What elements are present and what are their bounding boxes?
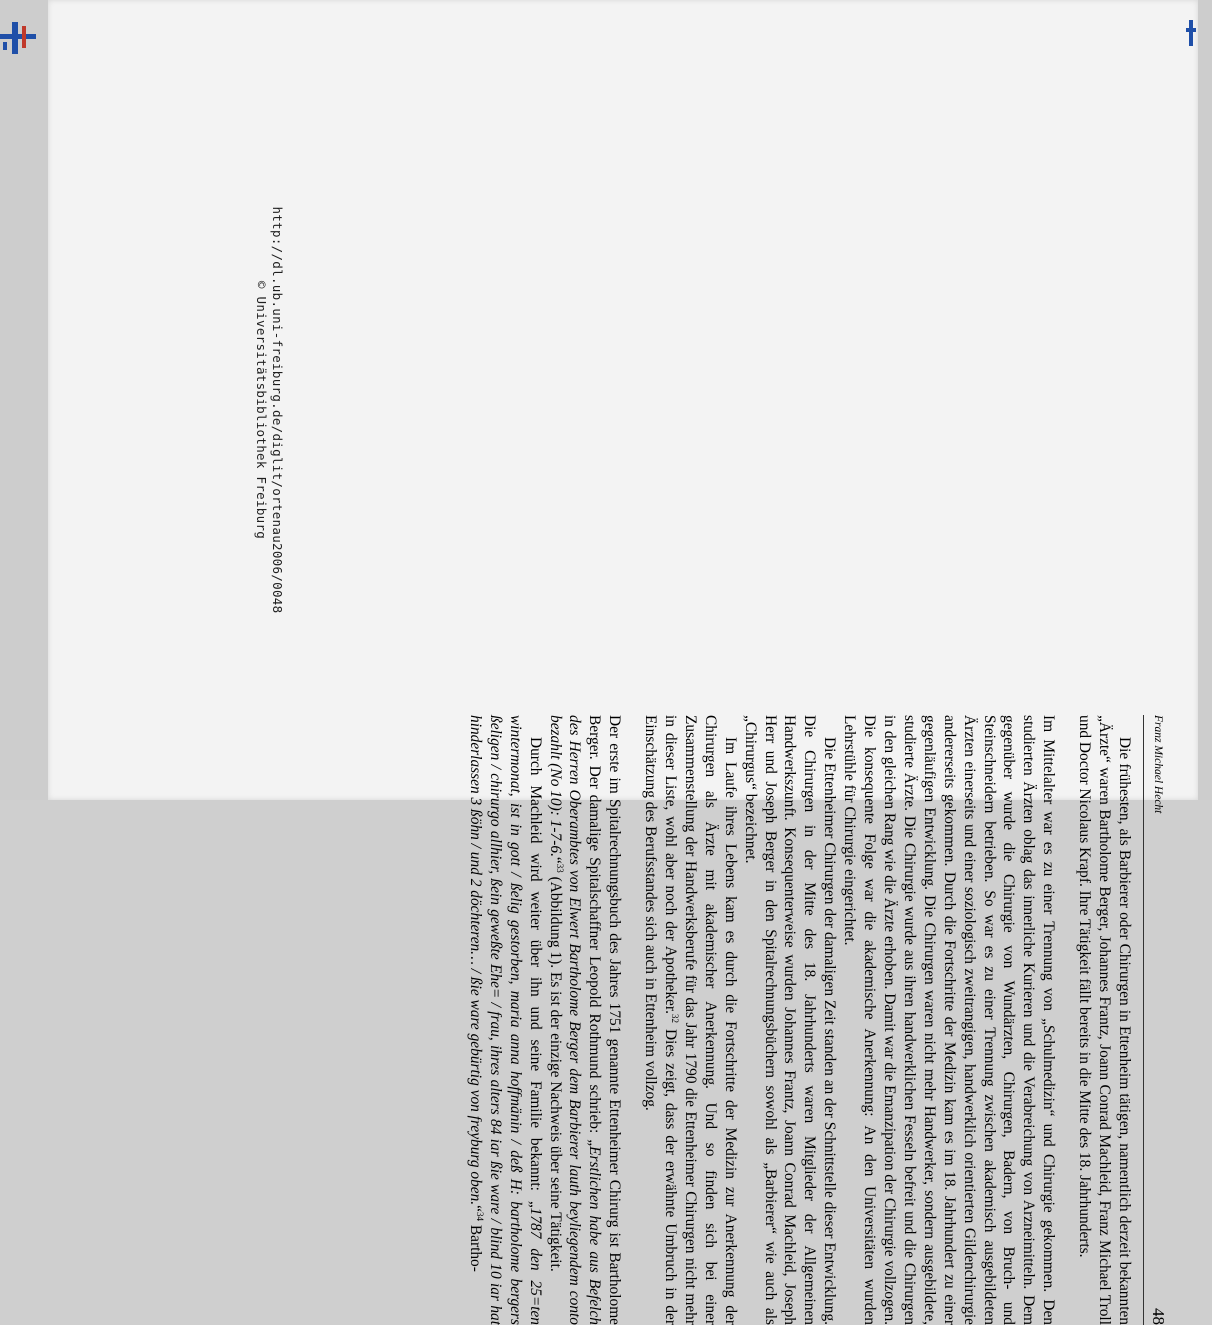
paragraph-text: Der erste im Spitalrechnungsbuch des Jahres 1751 genannte Ettenheimer Chirurg ist Bartholome Berger. Der damalige Spitalschaffner Leopold Rothmund schrieb: „ <box>586 715 624 1325</box>
page-header <box>1144 715 1168 1325</box>
quotation: Erstlichen habe aus Befelch des Herren Oberambtes von Elwert Bartholome Berger dem Barbierer lauth beyliegendem conto bezahlt (No 10): 1-7-6. <box>546 715 604 1325</box>
paragraph <box>465 715 545 1325</box>
scan-calibration-marker <box>0 22 36 54</box>
paragraph <box>1074 715 1134 1325</box>
source-url[interactable]: http://dl.ub.uni-freiburg.de/diglit/ortenau2006/0048 <box>270 206 285 614</box>
copyright-notice: © Universitätsbibliothek Freiburg <box>254 280 269 540</box>
footnote-ref: 32 <box>670 1014 681 1024</box>
paragraph <box>839 715 1058 1325</box>
quote-close: “ <box>546 856 564 864</box>
paragraph-text: Durch Machleid wird weiter über ihn und seine Familie bekannt: „ <box>526 737 544 1208</box>
viewer-left-margin <box>0 0 48 800</box>
paragraph <box>640 715 740 1325</box>
scan-calibration-marker-right <box>1186 20 1196 46</box>
paragraph-text: Im Laufe ihres Lebens kam es durch die Fortschritte der Medizin zur Anerkennung der Chirurgen als Ärzte mit akademischer Anerkennung. Und so finden sich bei einer Zusammenstellung der Handwerksberufe für das Jahr 1790 die Ettenheimer Chirurgen nicht mehr in dieser Liste, wohl aber noch der Apotheker. <box>662 715 739 1325</box>
scanned-page <box>48 0 1198 1325</box>
paragraph-text: Die frühesten, als Barbierer oder Chirurgen in Ettenheim tätigen, namentlich derzeit bekannten „Ärzte“ waren Bartholome Berger, Johannes Frantz, Joann Conrad Machleid, Franz Michael Troll und Doctor Nicolaus Krapf. Ihre Tätigkeit fällt bereits in die Mitte des 18. Jahrhunderts. <box>1076 715 1133 1325</box>
quote-close: “ <box>466 1205 484 1212</box>
paragraph-text: Dies zeigt, dass der erwähnte Umbruch in der Einschätzung des Berufsstandes sich auch in Ettenheim vollzog. <box>642 715 680 1325</box>
header-rule <box>1143 715 1144 1325</box>
running-title: Franz Michael Hecht <box>1152 715 1164 814</box>
footnote-ref: 33 <box>554 863 565 873</box>
paragraph-text: Im Mittelalter war es zu einer Trennung von „Schulmedizin“ und Chirurgie gekommen. Den studierten Ärzten oblag das innerliche Kurieren und die Verabreichung von Arzneimitteln. Dem gegenüber wurde die Chirurgie von Wundärzten, Chirurgen, Badern, von Bruch- und Steinschneidern betrieben. So war es zu einer Trennung zwischen akademisch ausgebildeten Ärzten einerseits und einer soziologisch zweitrangigen, handwerklich orientierten Gildenchirurgie andererseits gekommen. Durch die Fortschritte der Medizin kam es im 18. Jahrhundert zu einer gegenläufigen Entwicklung. Die Chirurgen waren nicht mehr Handwerker, sondern ausgebildete, studierte Ärzte. Die Chirurgie wurde aus ihren handwerklichen Fesseln befreit und die Chirurgen in den gleichen Rang wie die Ärzte erhoben. Damit war die Emanzipation der Chirurgie vollzogen. Die konsequente Folge war die akademische Anerkennung: An den Universitäten wurden Lehrstühle für Chirurgie eingerichtet. <box>841 715 1058 1325</box>
paragraph <box>545 715 625 1325</box>
paragraph <box>740 715 840 1325</box>
page-number: 48 <box>1149 1308 1168 1325</box>
viewer-right-margin <box>1198 0 1212 800</box>
paragraph-text: Die Ettenheimer Chirurgen der damaligen Zeit standen an der Schnittstelle dieser Entwicklung. Die Chirurgen in der Mitte des 18. Jahrhunderts waren Mitglieder der Allgemeinen Handwerkszunft. Konsequenterweise wurden Johannes Frantz, Joann Conrad Machleid, Joseph Herr und Joseph Berger in den Spitalrechnungsbüchern sowohl als „Barbierer“ wie auch als „Chirurgus“ bezeichnet. <box>741 715 839 1325</box>
quotation: 1787 den 25=ten wintermonat, ist in gott / ßelig gestorben, maria anna hoffmänin / deß H: bartholome bergers ßeligen / chirurgo allhier, ßein geweßte Ehe= / frau, ihres alters 84 iar ßie ware / blind 10 iar hat hinderlassen 3 ßöhn / und 2 döchteren… / ßie ware gebürtig von freyburg oben. <box>466 715 544 1325</box>
paragraph-text: Bartho- <box>466 1221 484 1272</box>
footnote-ref: 34 <box>475 1212 486 1221</box>
paragraph-text: (Abbildung 1). Es ist der einzige Nachweis über seine Tätigkeit. <box>546 872 564 1272</box>
source-url-label[interactable] <box>253 45 285 775</box>
article-body <box>465 715 1134 1325</box>
